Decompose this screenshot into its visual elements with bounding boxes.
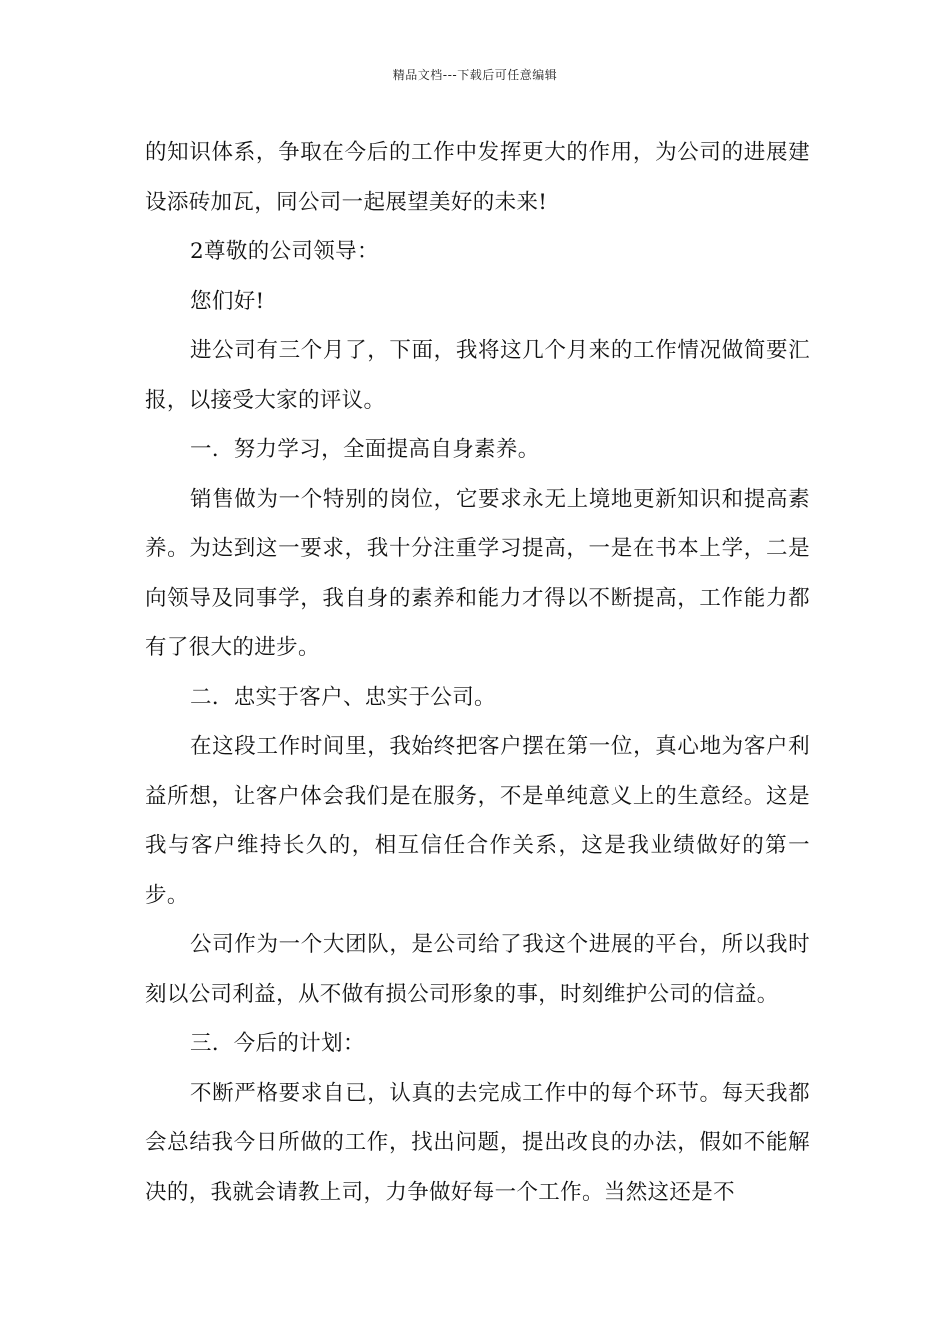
paragraph: 的知识体系，争取在今后的工作中发挥更大的作用，为公司的进展建设添砖加瓦，同公司一起展望美好的未来! — [145, 140, 810, 215]
section-heading: 二．忠实于客户、忠实于公司。 — [190, 684, 496, 710]
document-body — [145, 128, 810, 1217]
paragraph: 2尊敬的公司领导： — [190, 239, 379, 264]
section-heading: 三．今后的计划： — [190, 1031, 365, 1056]
paragraph: 不断严格要求自已，认真的去完成工作中的每个环节。每天我都会总结我今日所做的工作，找出问题，提出改良的办法，假如不能解决的，我就会请教上司，力争做好每一个工作。当然这还是不 — [145, 1080, 810, 1205]
paragraph: 您们好! — [190, 288, 265, 314]
page-header: 精品文档---下载后可任意编辑 — [392, 68, 558, 82]
paragraph: 销售做为一个特别的岗位，它要求永无上境地更新知识和提高素养。为达到这一要求，我十分注重学习提高，一是在书本上学，二是向领导及同事学，我自身的素养和能力才得以不断提高，工作能力都有了很大的进步。 — [145, 486, 810, 660]
paragraph: 在这段工作时间里，我始终把客户摆在第一位，真心地为客户利益所想，让客户体会我们是在服务，不是单纯意义上的生意经。这是我与客户维持长久的，相互信任合作关系，这是我业绩做好的第一步。 — [145, 734, 810, 908]
section-heading: 一．努力学习，全面提高自身素养。 — [190, 437, 540, 462]
paragraph: 进公司有三个月了，下面，我将这几个月来的工作情况做简要汇报，以接受大家的评议。 — [145, 338, 810, 413]
paragraph: 公司作为一个大团队，是公司给了我这个进展的平台，所以我时刻以公司利益，从不做有损公司形象的事，时刻维护公司的信益。 — [145, 932, 810, 1007]
